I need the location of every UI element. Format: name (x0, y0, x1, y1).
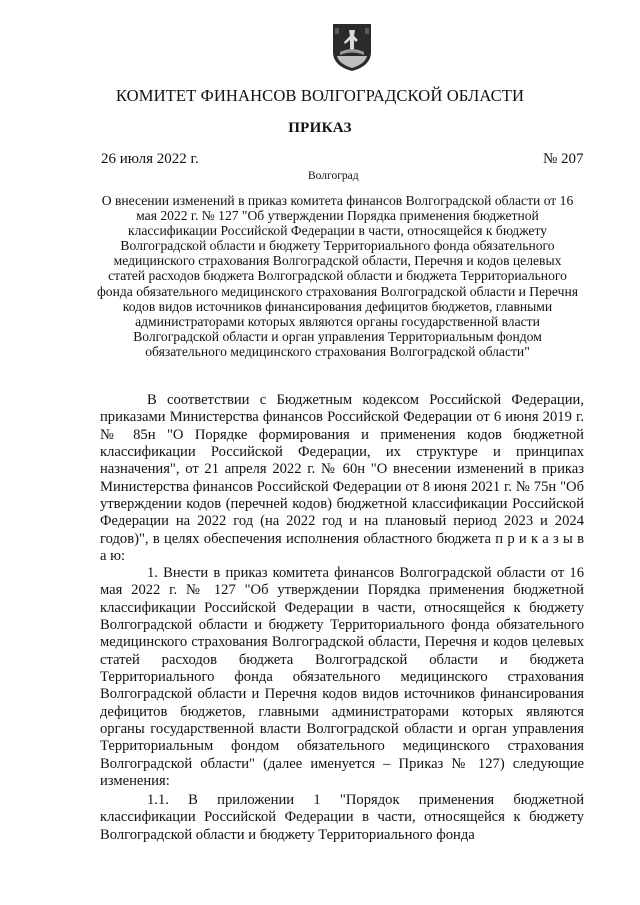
clause-1-1-text: 1.1. В приложении 1 "Порядок применения бюджетной классификации Российской Федерации в части, относящейся к бюджету Волгоградской области и бюджету Территориального фонда (100, 792, 584, 843)
clause-1-paragraph: 1. Внести в приказ комитета финансов Волгоградской области от 16 мая 2022 г. № 127 "Об утверждении Порядка применения бюджетной классификации Российской Федерации в части, относящейся к бюджету Волгоградской области и бюджету Территориального фонда обязательного медицинского страхования Волгоградской области, Перечня и кодов целевых статей расходов бюджета Волгоградской области и бюджета Территориального фонда обязательного медицинского страхования Волгоградской области и Перечня кодов видов источников финансирования дефицитов бюджетов, главными администраторами которых являются органы государственной власти Волгоградской области и орган управления Территориальным фондом обязательного медицинского страхования Волгоградской области" (далее именуется – Приказ № 127) следующие изменения: (100, 565, 584, 790)
order-city: Волгоград (308, 170, 359, 182)
order-date: 26 июля 2022 г. (101, 151, 199, 167)
clause-1-1-paragraph (100, 792, 584, 844)
order-number: № 207 (543, 151, 584, 167)
volgograd-coat-of-arms-icon (331, 22, 373, 72)
committee-name: КОМИТЕТ ФИНАНСОВ ВОЛГОГРАДСКОЙ ОБЛАСТИ (115, 86, 525, 105)
preamble-paragraph: В соответствии с Бюджетным кодексом Российской Федерации, приказами Министерства финансов Российской Федерации от 6 июня 2019 г. № 85н "О Порядке формирования и применения кодов бюджетной классификации Российской Федерации, их структуре и принципах назначения", от 21 апреля 2022 г. № 60н "О внесении изменений в приказ Министерства финансов Российской Федерации от 8 июня 2021 г. № 75н "Об утверждении кодов (перечней кодов) бюджетной классификации Российской Федерации на 2022 год (на 2022 год и на плановый период 2023 и 2024 годов)", в целях обеспечения исполнения областного бюджета п р и к а з ы в а ю: (100, 392, 584, 565)
order-subject: О внесении изменений в приказ комитета финансов Волгоградской области от 16 мая 2022 г. № 127 "Об утверждении Порядка применения бюджетной классификации Российской Федерации в части, относящейся к бюджету Волгоградской области и бюджету Территориального фонда обязательного медицинского страхования Волгоградской области, Перечня и кодов целевых статей расходов бюджета Волгоградской области и бюджета Территориального фонда обязательного медицинского страхования Волгоградской области и Перечня кодов видов источников финансирования дефицитов бюджетов, главными администраторами которых являются органы государственной власти Волгоградской области и орган управления Территориальным фондом обязательного медицинского страхования Волгоградской области" (97, 193, 578, 359)
document-type-title: ПРИКАЗ (288, 120, 352, 136)
